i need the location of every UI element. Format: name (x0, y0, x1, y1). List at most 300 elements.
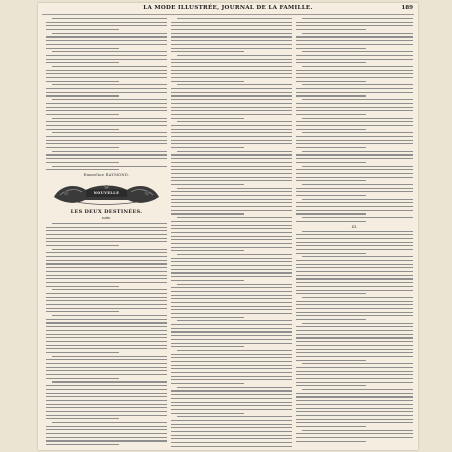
text-line (296, 290, 413, 291)
text-line (46, 129, 119, 130)
text-line (296, 249, 413, 250)
text-line (296, 36, 413, 37)
text-line (171, 306, 292, 307)
text-line (171, 247, 292, 248)
text-line (171, 313, 292, 314)
text-line (171, 199, 292, 200)
text-line (171, 427, 292, 428)
text-line (296, 210, 413, 211)
text-paragraph (171, 284, 292, 318)
text-line (177, 84, 292, 85)
text-line (296, 180, 366, 181)
text-line (302, 166, 413, 167)
text-line (296, 92, 413, 93)
text-line (46, 341, 167, 342)
text-paragraph (296, 33, 413, 49)
text-line (46, 363, 167, 364)
text-line (46, 263, 167, 264)
text-line (171, 125, 292, 126)
text-line (296, 267, 413, 268)
text-line (46, 393, 167, 394)
text-line (296, 371, 413, 372)
text-line (52, 381, 167, 382)
text-paragraph (46, 315, 167, 353)
text-line (296, 162, 366, 163)
text-line (171, 368, 292, 369)
text-line (46, 36, 167, 37)
text-line (171, 70, 292, 71)
text-line (296, 253, 366, 254)
text-line (302, 199, 413, 200)
text-line (46, 147, 119, 148)
text-line (46, 107, 167, 108)
text-paragraph (171, 320, 292, 347)
text-line (171, 298, 292, 299)
text-line (296, 110, 413, 111)
text-paragraph (46, 18, 167, 30)
text-line (46, 260, 167, 261)
text-line (296, 367, 413, 368)
text-column-2 (171, 18, 292, 448)
text-paragraph (46, 249, 167, 287)
text-line (171, 280, 244, 281)
text-line (171, 51, 244, 52)
text-line (171, 103, 292, 104)
text-line (46, 352, 119, 353)
text-line (46, 162, 119, 163)
text-paragraph (46, 118, 167, 130)
text-line (296, 238, 413, 239)
text-line (177, 55, 292, 56)
text-line (296, 81, 366, 82)
text-line (46, 429, 167, 430)
text-line (171, 228, 292, 229)
text-line (296, 378, 413, 379)
text-line (171, 169, 292, 170)
article-text (46, 18, 167, 170)
text-line (46, 110, 167, 111)
text-line (46, 378, 119, 379)
text-line (46, 48, 119, 49)
story-title: LES DEUX DESTINÉES. (70, 208, 143, 215)
text-line (52, 151, 167, 152)
text-line (52, 422, 167, 423)
text-line (171, 265, 292, 266)
text-line (171, 405, 292, 406)
text-line (296, 55, 413, 56)
text-paragraph (296, 99, 413, 115)
text-line (296, 341, 413, 342)
text-line (171, 173, 292, 174)
text-line (46, 385, 167, 386)
text-line (296, 352, 413, 353)
text-paragraph (46, 66, 167, 82)
text-line (296, 158, 413, 159)
text-line (296, 95, 366, 96)
text-line (46, 404, 167, 405)
text-line (171, 409, 292, 410)
text-line (296, 385, 366, 386)
text-paragraph (171, 350, 292, 384)
text-line (52, 84, 167, 85)
text-line (46, 411, 167, 412)
text-line (171, 442, 292, 443)
text-line (296, 275, 413, 276)
text-line (296, 40, 413, 41)
text-paragraph (296, 18, 413, 30)
text-paragraph (171, 18, 292, 52)
text-line (171, 147, 244, 148)
text-line (46, 158, 167, 159)
text-line (46, 88, 167, 89)
text-line (171, 239, 292, 240)
text-line (171, 343, 292, 344)
text-paragraph (46, 166, 167, 171)
text-line (46, 256, 167, 257)
text-paragraph (171, 55, 292, 82)
text-line (46, 400, 167, 401)
text-line (296, 188, 413, 189)
text-line (171, 92, 292, 93)
text-paragraph (296, 166, 413, 182)
text-line (296, 234, 413, 235)
text-line (171, 243, 292, 244)
text-paragraph (46, 223, 167, 246)
text-line (296, 59, 413, 60)
text-line (177, 151, 292, 152)
text-line (296, 77, 413, 78)
text-line (302, 33, 413, 34)
text-line (302, 99, 413, 100)
story-text (46, 223, 167, 448)
vignette-label: NOUVELLE (93, 190, 120, 195)
text-paragraph (296, 363, 413, 386)
text-line (171, 158, 292, 159)
text-line (171, 162, 292, 163)
text-line (52, 66, 167, 67)
text-line (171, 33, 292, 34)
text-line (296, 177, 413, 178)
text-line (296, 221, 366, 222)
text-line (177, 387, 292, 388)
text-paragraph (296, 118, 413, 130)
text-paragraph (171, 151, 292, 185)
text-line (46, 267, 167, 268)
text-line (171, 446, 292, 447)
text-line (296, 326, 413, 327)
text-line (171, 390, 292, 391)
text-line (46, 396, 167, 397)
text-line (177, 18, 292, 19)
text-line (296, 382, 413, 383)
text-line (171, 191, 292, 192)
text-line (171, 250, 244, 251)
text-line (46, 25, 167, 26)
text-line (46, 319, 167, 320)
text-line (171, 435, 292, 436)
text-line (46, 418, 119, 419)
text-line (171, 36, 292, 37)
text-line (171, 140, 292, 141)
text-line (296, 337, 413, 338)
text-line (46, 136, 167, 137)
text-line (171, 402, 292, 403)
text-paragraph (46, 151, 167, 163)
text-line (46, 103, 167, 104)
text-line (46, 275, 167, 276)
text-line (52, 166, 167, 167)
text-line (46, 311, 119, 312)
text-line (171, 383, 244, 384)
text-line (171, 291, 292, 292)
text-line (171, 59, 292, 60)
text-line (296, 411, 413, 412)
text-line (171, 225, 292, 226)
text-line (46, 345, 167, 346)
text-line (296, 349, 413, 350)
text-line (171, 331, 292, 332)
text-line (296, 154, 413, 155)
text-line (171, 202, 292, 203)
text-line (302, 430, 413, 431)
text-line (296, 426, 366, 427)
text-line (296, 260, 413, 261)
text-line (46, 227, 167, 228)
text-line (171, 335, 292, 336)
text-line (52, 33, 167, 34)
text-paragraph (296, 297, 413, 320)
text-line (296, 147, 366, 148)
text-line (171, 317, 244, 318)
text-line (46, 29, 119, 30)
text-line (46, 245, 119, 246)
text-line (46, 81, 119, 82)
text-line (46, 444, 119, 445)
text-line (296, 107, 413, 108)
text-line (52, 223, 167, 224)
text-line (302, 323, 413, 324)
text-line (46, 437, 167, 438)
text-line (46, 304, 167, 305)
text-paragraph (46, 33, 167, 49)
text-line (302, 84, 413, 85)
text-line (46, 440, 167, 441)
text-line (296, 191, 413, 192)
text-line (177, 416, 292, 417)
text-line (171, 438, 292, 439)
text-line (46, 62, 119, 63)
text-line (171, 431, 292, 432)
text-line (171, 295, 292, 296)
text-paragraph (296, 66, 413, 82)
text-line (296, 437, 413, 438)
text-line (171, 287, 292, 288)
text-line (296, 271, 413, 272)
text-line (302, 363, 413, 364)
text-line (171, 346, 244, 347)
text-line (296, 195, 366, 196)
text-line (46, 169, 119, 170)
text-line (302, 231, 413, 232)
text-line (171, 184, 244, 185)
text-line (296, 345, 413, 346)
text-line (171, 213, 244, 214)
text-paragraph (296, 389, 413, 427)
text-line (177, 320, 292, 321)
section-number: III. (351, 224, 358, 229)
text-line (46, 143, 167, 144)
text-line (52, 18, 167, 19)
text-line (296, 62, 366, 63)
text-line (296, 304, 413, 305)
nouvelle-vignette (46, 181, 167, 207)
text-line (52, 249, 167, 250)
text-line (296, 293, 366, 294)
text-paragraph (46, 381, 167, 419)
text-line (46, 114, 119, 115)
text-paragraph (46, 422, 167, 445)
text-line (177, 121, 292, 122)
text-paragraph (296, 323, 413, 361)
text-line (52, 99, 167, 100)
text-line (296, 374, 413, 375)
text-line (171, 110, 292, 111)
text-line (171, 44, 292, 45)
text-line (46, 322, 167, 323)
newspaper-page (38, 3, 418, 450)
text-line (302, 118, 413, 119)
text-line (171, 398, 292, 399)
text-line (296, 143, 413, 144)
text-line (302, 297, 413, 298)
page-number: 189 (401, 5, 413, 11)
text-line (171, 29, 292, 30)
text-line (46, 407, 167, 408)
text-line (46, 389, 167, 390)
text-paragraph (46, 356, 167, 379)
text-line (296, 282, 413, 283)
text-line (302, 217, 413, 218)
text-line (46, 238, 167, 239)
text-line (302, 51, 413, 52)
text-line (171, 66, 292, 67)
author-signature: Emmeline RAYMOND. (83, 172, 130, 177)
text-line (171, 236, 292, 237)
text-line (296, 125, 413, 126)
text-line (296, 315, 413, 316)
story-text-continued-2 (296, 18, 413, 222)
text-line (171, 372, 292, 373)
text-line (171, 357, 292, 358)
text-line (171, 394, 292, 395)
text-line (46, 121, 167, 122)
text-line (52, 118, 167, 119)
text-line (46, 40, 167, 41)
text-line (177, 217, 292, 218)
text-line (177, 284, 292, 285)
text-line (171, 195, 292, 196)
text-line (171, 221, 292, 222)
text-paragraph (46, 99, 167, 115)
text-paragraph (171, 387, 292, 414)
text-line (296, 408, 413, 409)
text-line (296, 308, 413, 309)
text-line (296, 330, 413, 331)
text-line (171, 154, 292, 155)
text-paragraph (171, 416, 292, 448)
text-line (46, 308, 167, 309)
text-line (171, 269, 292, 270)
text-paragraph (46, 51, 167, 63)
text-paragraph (296, 430, 413, 442)
text-line (177, 254, 292, 255)
text-line (46, 44, 167, 45)
text-line (171, 420, 292, 421)
text-paragraph (46, 84, 167, 96)
text-line (296, 393, 413, 394)
text-line (171, 206, 292, 207)
text-line (46, 22, 167, 23)
text-line (46, 230, 167, 231)
text-line (46, 92, 167, 93)
text-line (171, 361, 292, 362)
text-line (46, 415, 167, 416)
text-line (171, 177, 292, 178)
text-line (171, 324, 292, 325)
text-paragraph (171, 217, 292, 251)
text-line (46, 140, 167, 141)
text-line (177, 350, 292, 351)
text-line (171, 114, 292, 115)
text-line (296, 422, 413, 423)
text-paragraph (171, 188, 292, 215)
text-line (296, 22, 413, 23)
text-line (296, 70, 413, 71)
text-paragraph (296, 231, 413, 254)
text-line (296, 286, 413, 287)
text-line (296, 206, 413, 207)
text-line (46, 77, 167, 78)
text-paragraph (296, 51, 413, 63)
text-line (171, 99, 292, 100)
text-line (171, 376, 292, 377)
text-line (302, 256, 413, 257)
text-line (296, 278, 413, 279)
text-line (171, 118, 244, 119)
text-line (296, 173, 413, 174)
text-line (296, 334, 413, 335)
text-line (171, 73, 292, 74)
text-line (296, 103, 413, 104)
text-line (46, 370, 167, 371)
text-line (46, 278, 167, 279)
text-line (296, 25, 413, 26)
page-header (42, 4, 414, 15)
text-line (296, 419, 413, 420)
text-line (171, 232, 292, 233)
text-line (296, 319, 366, 320)
text-line (171, 424, 292, 425)
text-line (171, 166, 292, 167)
text-line (52, 356, 167, 357)
text-line (296, 213, 366, 214)
text-line (46, 125, 167, 126)
text-line (302, 151, 413, 152)
text-line (46, 374, 167, 375)
text-line (171, 25, 292, 26)
text-line (171, 379, 292, 380)
text-line (296, 312, 413, 313)
